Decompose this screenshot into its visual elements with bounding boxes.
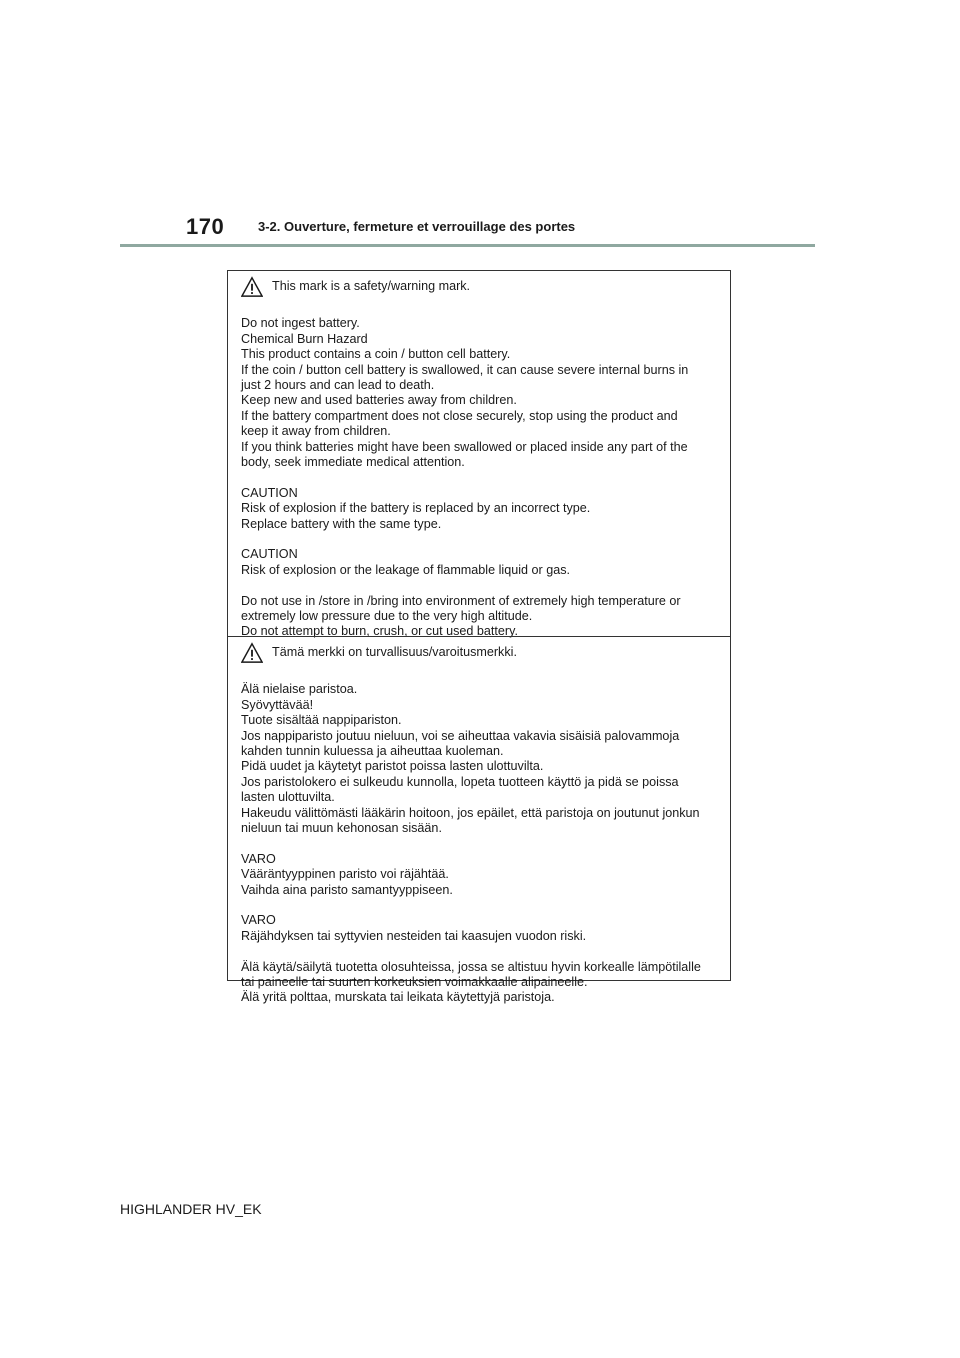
paragraph-gap: [241, 470, 718, 485]
notice-line: Pidä uudet ja käytetyt paristot poissa lasten ulottuvilta.: [241, 759, 544, 774]
notice-section-english: [228, 271, 730, 639]
notice-line: Älä yritä polttaa, murskata tai leikata käytettyjä paristoja.: [241, 990, 555, 1005]
notice-line: This product contains a coin / button cell battery.: [241, 347, 511, 362]
notice-line: Älä nielaise paristoa.: [241, 682, 358, 697]
battery-warning-notice: [227, 270, 731, 1005]
warning-triangle-icon: [241, 276, 263, 298]
notice-line: CAUTION: [241, 485, 298, 500]
notice-line: If you think batteries might have been swallowed or placed inside any part of the: [241, 439, 688, 454]
warning-triangle-icon: [241, 642, 263, 664]
warning-mark-row: [241, 273, 718, 301]
notice-line: nieluun tai muun kehonosan sisään.: [241, 821, 442, 836]
paragraph-gap: [241, 578, 718, 593]
notice-line: Älä käytä/säilytä tuotetta olosuhteissa, jossa se altistuu hyvin korkealle lämpötilalle: [241, 959, 701, 974]
notice-line: VARO: [241, 851, 276, 866]
notice-line: Vääräntyyppinen paristo voi räjähtää.: [241, 867, 449, 882]
notice-line: VARO: [241, 913, 276, 928]
notice-lines: [241, 682, 718, 1005]
model-footer: HIGHLANDER HV_EK: [120, 1201, 262, 1217]
section-title: 3-2. Ouverture, fermeture et verrouillage des portes: [258, 219, 576, 234]
notice-line: Replace battery with the same type.: [241, 516, 442, 531]
notice-line: keep it away from children.: [241, 424, 391, 439]
notice-line: Syövyttävää!: [241, 697, 314, 712]
notice-line: kahden tunnin kuluessa ja aiheuttaa kuoleman.: [241, 744, 504, 759]
warning-mark-text: Tämä merkki on turvallisuus/varoitusmerkki.: [272, 645, 517, 660]
notice-line: body, seek immediate medical attention.: [241, 455, 465, 470]
notice-line: Do not attempt to burn, crush, or cut used battery.: [241, 624, 518, 639]
notice-line: If the coin / button cell battery is swallowed, it can cause severe internal burns in: [241, 362, 689, 377]
notice-line: Vaihda aina paristo samantyyppiseen.: [241, 882, 453, 897]
notice-line: If the battery compartment does not close securely, stop using the product and: [241, 408, 678, 423]
paragraph-gap: [241, 532, 718, 547]
notice-line: Risk of explosion or the leakage of flammable liquid or gas.: [241, 562, 571, 577]
notice-line: Do not use in /store in /bring into environment of extremely high temperature or: [241, 593, 681, 608]
notice-line: Chemical Burn Hazard: [241, 331, 368, 346]
notice-line: Räjähdyksen tai syttyvien nesteiden tai kaasujen vuodon riski.: [241, 928, 587, 943]
notice-line: Risk of explosion if the battery is replaced by an incorrect type.: [241, 501, 591, 516]
warning-mark-text: This mark is a safety/warning mark.: [272, 279, 471, 294]
notice-line: Keep new and used batteries away from children.: [241, 393, 517, 408]
page-number: 170: [186, 214, 225, 239]
paragraph-gap: [241, 944, 718, 959]
header-rule: [120, 244, 815, 247]
notice-line: Jos nappiparisto joutuu nieluun, voi se aiheuttaa vakavia sisäisiä palovammoja: [241, 728, 680, 743]
notice-line: Hakeudu välittömästi lääkärin hoitoon, jos epäilet, että paristoja on joutunut jonkun: [241, 805, 700, 820]
notice-line: just 2 hours and can lead to death.: [241, 378, 435, 393]
notice-section-finnish: [228, 636, 730, 1005]
notice-line: tai paineelle tai suurten korkeuksien voimakkaalle alipaineelle.: [241, 975, 588, 990]
notice-line: Tuote sisältää nappipariston.: [241, 713, 402, 728]
notice-line: extremely low pressure due to the very high altitude.: [241, 609, 533, 624]
notice-line: CAUTION: [241, 547, 298, 562]
notice-line: Jos paristolokero ei sulkeudu kunnolla, lopeta tuotteen käyttö ja pidä se poissa: [241, 774, 679, 789]
notice-line: Do not ingest battery.: [241, 316, 360, 331]
notice-lines: [241, 316, 718, 639]
paragraph-gap: [241, 898, 718, 913]
warning-mark-row: [241, 639, 718, 667]
notice-line: lasten ulottuvilta.: [241, 790, 335, 805]
paragraph-gap: [241, 836, 718, 851]
